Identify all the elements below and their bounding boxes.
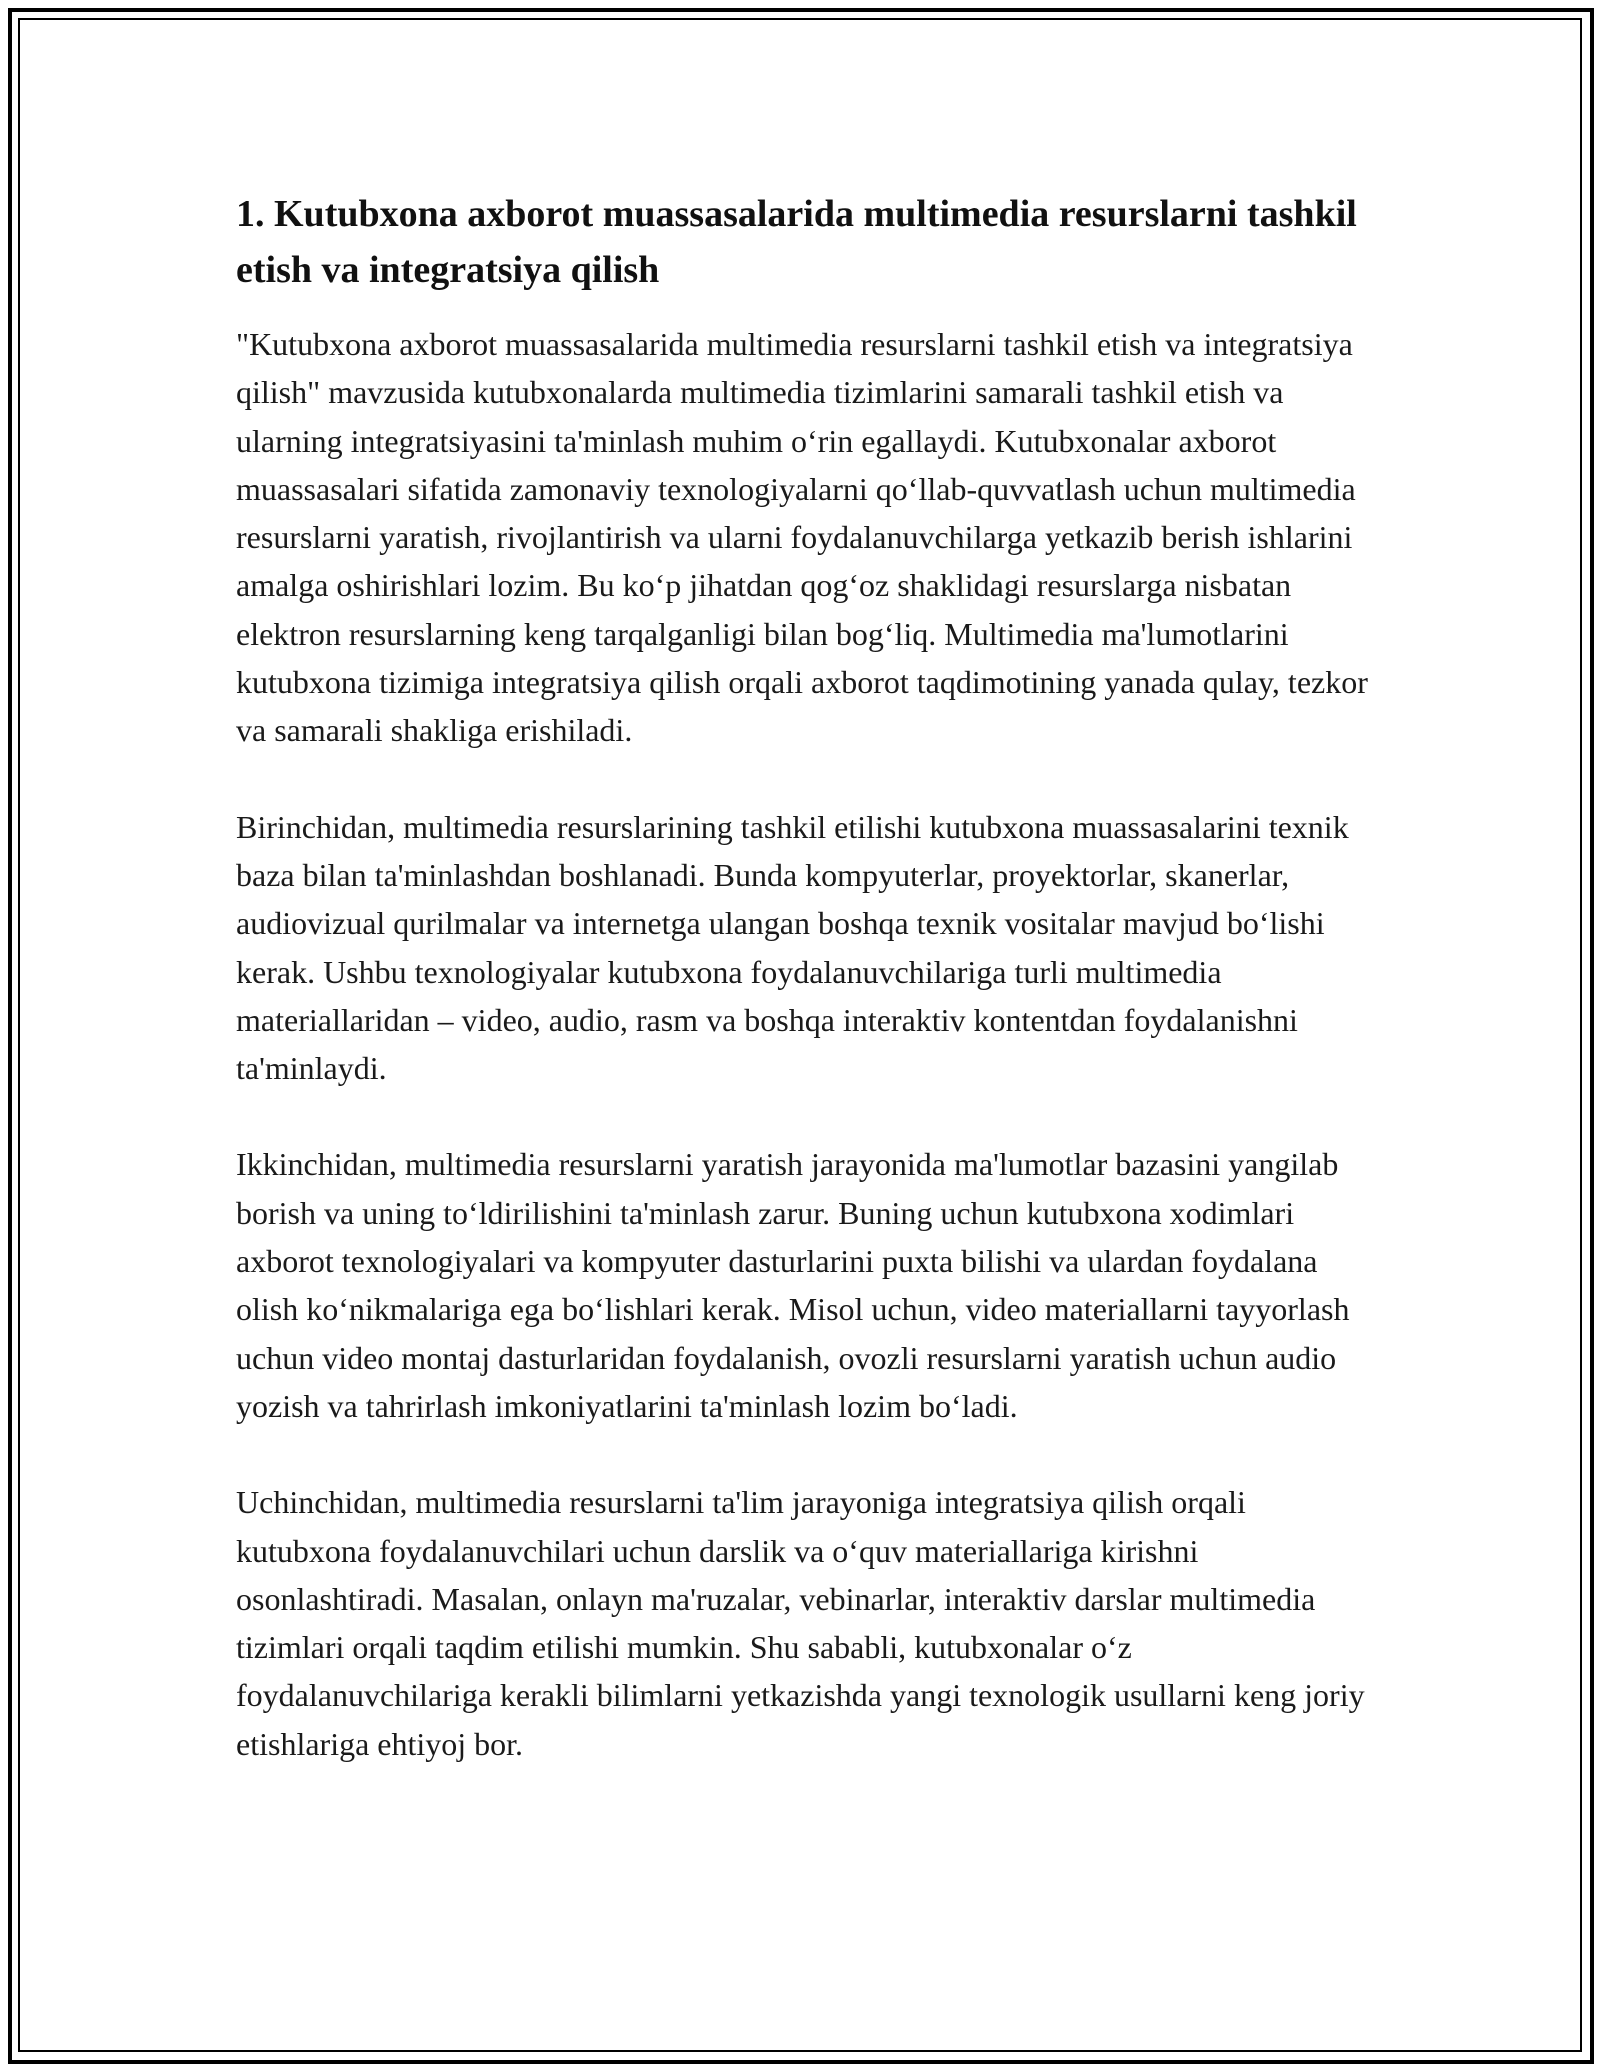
paragraph-second: Ikkinchidan, multimedia resurslarni yaratish jarayonida ma'lumotlar bazasini yangilab borish va uning toʻldirilishini ta'minlash zarur. Buning uchun kutubxona xodimlari axborot texnologiyalari va kompyuter dasturlarini puxta bilishi va ulardan foydalana olish koʻnikmalariga ega boʻlishlari kerak. Misol uchun, video materiallarni tayyorlash uchun video montaj dasturlaridan foydalanish, ovozli resurslarni yaratish uchun audio yozish va tahrirlash imkoniyatlarini ta'minlash lozim boʻladi. — [236, 1146, 1350, 1424]
document-body — [236, 186, 1386, 1768]
paragraph-first: Birinchidan, multimedia resurslarining tashkil etilishi kutubxona muassasalarini texnik baza bilan ta'minlashdan boshlanadi. Bunda kompyuterlar, proyektorlar, skanerlar, audiovizual qurilmalar va internetga ulangan boshqa texnik vositalar mavjud boʻlishi kerak. Ushbu texnologiyalar kutubxona foydalanuvchilariga turli multimedia materiallaridan – video, audio, rasm va boshqa interaktiv kontentdan foydalanishni ta'minlaydi. — [236, 808, 1349, 1087]
paragraph-third: Uchinchidan, multimedia resurslarni ta'lim jarayoniga integratsiya qilish orqali kutubxona foydalanuvchilari uchun darslik va oʻquv materiallariga kirishni osonlashtiradi. Masalan, onlayn ma'ruzalar, vebinarlar, interaktiv darslar multimedia tizimlari orqali taqdim etilishi mumkin. Shu sababli, kutubxonalar oʻz foydalanuvchilariga kerakli bilimlarni yetkazishda yangi texnologik usullarni keng joriy etishlariga ehtiyoj bor. — [236, 1484, 1365, 1762]
paragraph-intro: "Kutubxona axborot muassasalarida multimedia resurslarni tashkil etish va integratsiya qilish" mavzusida kutubxonalarda multimedia tizimlarini samarali tashkil etish va ularning integratsiyasini ta'minlash muhim oʻrin egallaydi. Kutubxonalar axborot muassasalari sifatida zamonaviy texnologiyalarni qoʻllab-quvvatlash uchun multimedia resurslarni yaratish, rivojlantirish va ularni foydalanuvchilarga yetkazib berish ishlarini amalga oshirishlari lozim. Bu koʻp jihatdan qogʻoz shaklidagi resurslarga nisbatan elektron resurslarning keng tarqalganligi bilan bogʻliq. Multimedia ma'lumotlarini kutubxona tizimiga integratsiya qilish orqali axborot taqdimotining yanada qulay, tezkor va samarali shakliga erishiladi. — [236, 326, 1368, 749]
section-heading: 1. Kutubxona axborot muassasalarida multimedia resurslarni tashkil etish va integratsiya qilish — [236, 193, 1357, 291]
